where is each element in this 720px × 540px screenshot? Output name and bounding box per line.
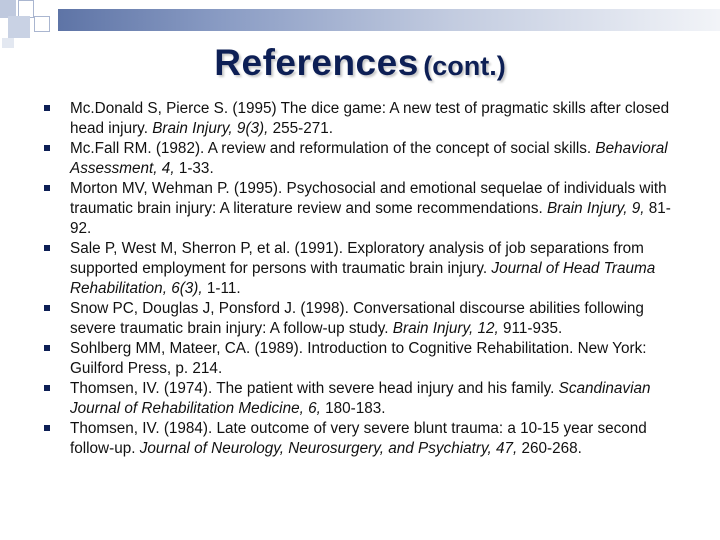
reference-text: Thomsen, IV. (1974). The patient with severe head injury and his family. [70,380,559,397]
reference-item [42,299,682,339]
reference-text: Mc.Fall RM. (1982). A review and reformulation of the concept of social skills. [70,140,596,157]
square-bullet-icon [44,385,50,391]
header-gradient-bar [58,9,720,31]
reference-source: Brain Injury, 12, [392,320,499,337]
reference-text: Snow PC, Douglas J, Ponsford J. (1998). Conversational discourse abilities following severe traumatic brain injury: A follow-up study. [70,300,644,337]
reference-item [42,139,682,179]
reference-list [42,99,682,459]
reference-source: Scandinavian Journal of Rehabilitation Medicine, 6, [70,380,651,417]
reference-pages: 911-935. [498,320,563,337]
reference-pages: 1-11. [202,280,241,297]
slide-title [0,42,720,84]
reference-text: Thomsen, IV. (1984). Late outcome of very severe blunt trauma: a 10-15 year second follow-up. [70,420,647,457]
square-bullet-icon [44,425,50,431]
reference-pages: 1-33. [174,160,214,177]
reference-text: Morton MV, Wehman P. (1995). Psychosocial and emotional sequelae of individuals with traumatic brain injury: A literature review and some recommendations. [70,180,667,217]
reference-item [42,99,682,139]
decorative-square [8,16,30,38]
slide-title-sub: (cont.) [423,51,506,81]
square-bullet-icon [44,245,50,251]
reference-item [42,379,682,419]
reference-pages: 180-183. [320,400,386,417]
square-bullet-icon [44,345,50,351]
reference-source: Journal of Neurology, Neurosurgery, and Psychiatry, 47, [139,440,518,457]
reference-text: Sohlberg MM, Mateer, CA. (1989). Introduction to Cognitive Rehabilitation. New York: Guilford Press, p. 214. [70,340,647,377]
square-bullet-icon [44,145,50,151]
reference-pages: 255-271. [268,120,334,137]
reference-source: Brain Injury, 9(3), [152,120,269,137]
decorative-square [34,16,50,32]
square-bullet-icon [44,305,50,311]
reference-source: Journal of Head Trauma Rehabilitation, 6(3), [70,260,656,297]
reference-text: Sale P, West M, Sherron P, et al. (1991). Exploratory analysis of job separations from supported employment for persons with traumatic brain injury. [70,240,644,277]
reference-item [42,419,682,459]
reference-source: Brain Injury, 9, [546,200,645,217]
square-bullet-icon [44,185,50,191]
reference-item [42,339,682,379]
reference-item [42,239,682,299]
slide-title-main: References [214,42,419,83]
reference-pages: 81-92. [70,200,671,237]
reference-text: Mc.Donald S, Pierce S. (1995) The dice game: A new test of pragmatic skills after closed head injury. [70,100,670,137]
reference-source: Behavioral Assessment, 4, [70,140,668,177]
reference-item [42,179,682,239]
reference-pages: 260-268. [517,440,582,457]
square-bullet-icon [44,105,50,111]
